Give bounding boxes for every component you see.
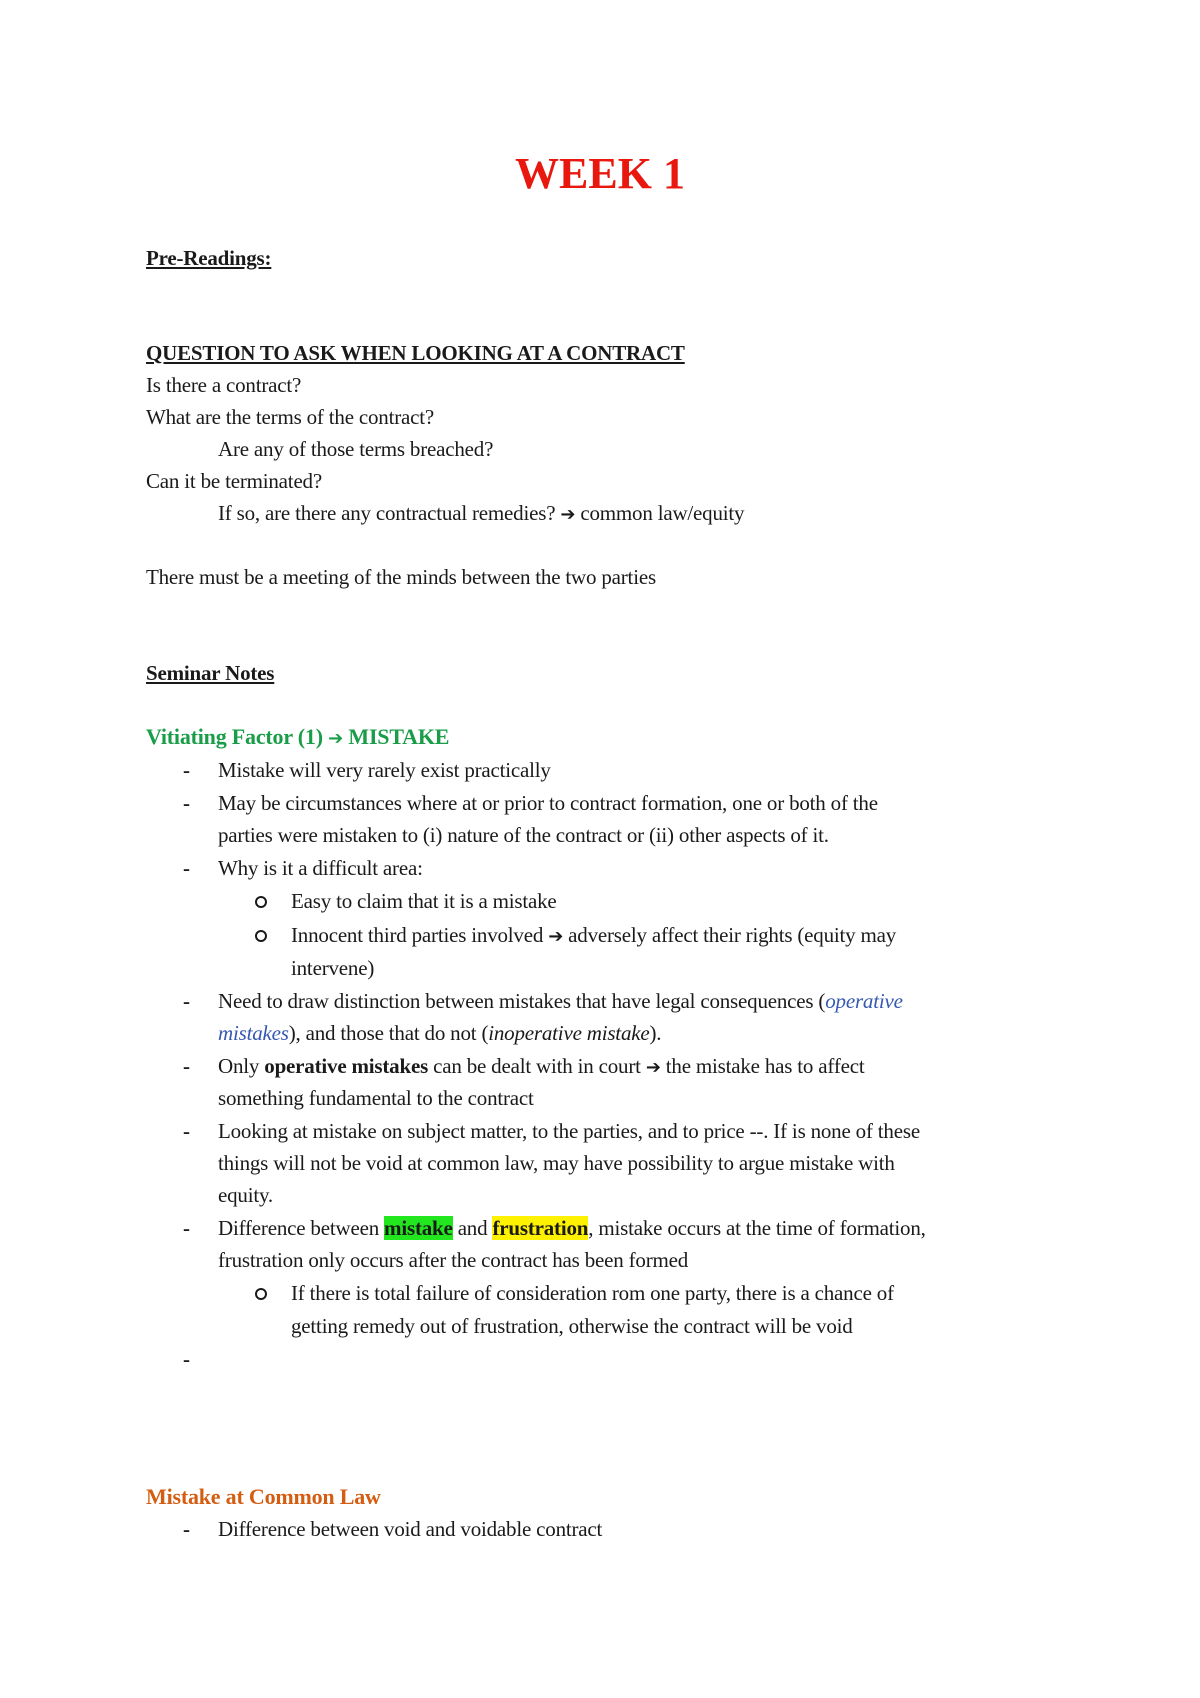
question-1: Is there a contract? xyxy=(146,373,302,397)
question-3a-text: If so, are there any contractual remedies? xyxy=(218,501,556,525)
list-item-text: Difference between xyxy=(218,1216,385,1240)
arrow-icon: ➔ xyxy=(645,1057,661,1078)
list-item: May be circumstances where at or prior to contract formation, one or both of the xyxy=(218,791,878,815)
list-item-text: , mistake occurs at the time of formation, xyxy=(588,1216,926,1240)
list-item-continuation xyxy=(218,1020,661,1046)
question-3a xyxy=(218,500,744,528)
operative-term: mistakes xyxy=(218,1021,289,1045)
questions-heading: QUESTION TO ASK WHEN LOOKING AT A CONTRACT xyxy=(146,341,685,365)
dash-bullet: - xyxy=(183,791,190,815)
sub-list-item xyxy=(291,922,896,950)
seminar-heading: Seminar Notes xyxy=(146,661,275,685)
list-item-continuation: something fundamental to the contract xyxy=(218,1086,534,1110)
common-law-heading: Mistake at Common Law xyxy=(146,1484,381,1509)
list-item-text: and xyxy=(452,1216,493,1240)
list-item-continuation: parties were mistaken to (i) nature of the contract or (ii) other aspects of it. xyxy=(218,823,829,847)
dash-bullet: - xyxy=(183,1119,190,1143)
list-item xyxy=(218,1215,926,1241)
circle-bullet-icon xyxy=(255,1288,267,1300)
sub-list-item: If there is total failure of consideration rom one party, there is a chance of xyxy=(291,1281,894,1305)
arrow-icon: ➔ xyxy=(548,926,564,947)
sub-list-item-text: Innocent third parties involved xyxy=(291,923,544,947)
circle-bullet-icon xyxy=(255,930,267,942)
arrow-icon: ➔ xyxy=(328,728,344,749)
bold-term: operative mistakes xyxy=(264,1054,429,1078)
pre-readings-heading: Pre-Readings: xyxy=(146,246,272,270)
list-item-continuation: things will not be void at common law, may have possibility to argue mistake with xyxy=(218,1151,895,1175)
vitiating-factor-heading xyxy=(146,724,449,752)
dash-bullet: - xyxy=(183,758,190,782)
circle-bullet-icon xyxy=(255,896,267,908)
arrow-icon: ➔ xyxy=(560,504,576,525)
vitiating-factor-label: Vitiating Factor (1) xyxy=(146,724,323,749)
meeting-of-minds: There must be a meeting of the minds between the two parties xyxy=(146,565,656,589)
list-item-continuation: equity. xyxy=(218,1183,273,1207)
sub-list-item-text: adversely affect their rights (equity may xyxy=(568,923,897,947)
list-item-text: the mistake has to affect xyxy=(665,1054,865,1078)
question-2a: Are any of those terms breached? xyxy=(218,437,494,461)
vitiating-factor-name: MISTAKE xyxy=(348,724,450,749)
page-title: WEEK 1 xyxy=(515,149,685,198)
dash-bullet: - xyxy=(183,1216,190,1240)
sub-list-item-continuation: getting remedy out of frustration, otherwise the contract will be void xyxy=(291,1314,853,1338)
question-3: Can it be terminated? xyxy=(146,469,322,493)
highlight-mistake: mistake xyxy=(384,1216,453,1240)
question-3a-remedy: common law/equity xyxy=(580,501,745,525)
list-item: Why is it a difficult area: xyxy=(218,856,423,880)
list-item-continuation: frustration only occurs after the contract has been formed xyxy=(218,1248,689,1272)
list-item: Mistake will very rarely exist practically xyxy=(218,758,551,782)
inoperative-term: inoperative mistake xyxy=(488,1021,650,1045)
dash-bullet: - xyxy=(183,1347,190,1371)
dash-bullet: - xyxy=(183,989,190,1013)
sub-list-item-continuation: intervene) xyxy=(291,956,375,980)
question-2: What are the terms of the contract? xyxy=(146,405,435,429)
list-item xyxy=(218,1053,865,1081)
list-item xyxy=(218,988,903,1014)
list-item-text: ). xyxy=(649,1021,662,1045)
list-item-text: Only xyxy=(218,1054,265,1078)
dash-bullet: - xyxy=(183,1054,190,1078)
sub-list-item: Easy to claim that it is a mistake xyxy=(291,889,557,913)
dash-bullet: - xyxy=(183,1517,190,1541)
list-item-text: ), and those that do not ( xyxy=(288,1021,489,1045)
dash-bullet: - xyxy=(183,856,190,880)
list-item: Difference between void and voidable contract xyxy=(218,1517,603,1541)
list-item-text: Need to draw distinction between mistakes that have legal consequences ( xyxy=(218,989,826,1013)
highlight-frustration: frustration xyxy=(492,1216,589,1240)
list-item: Looking at mistake on subject matter, to the parties, and to price --. If is none of these xyxy=(218,1119,920,1143)
operative-term: operative xyxy=(825,989,903,1013)
list-item-text: can be dealt with in court xyxy=(428,1054,641,1078)
